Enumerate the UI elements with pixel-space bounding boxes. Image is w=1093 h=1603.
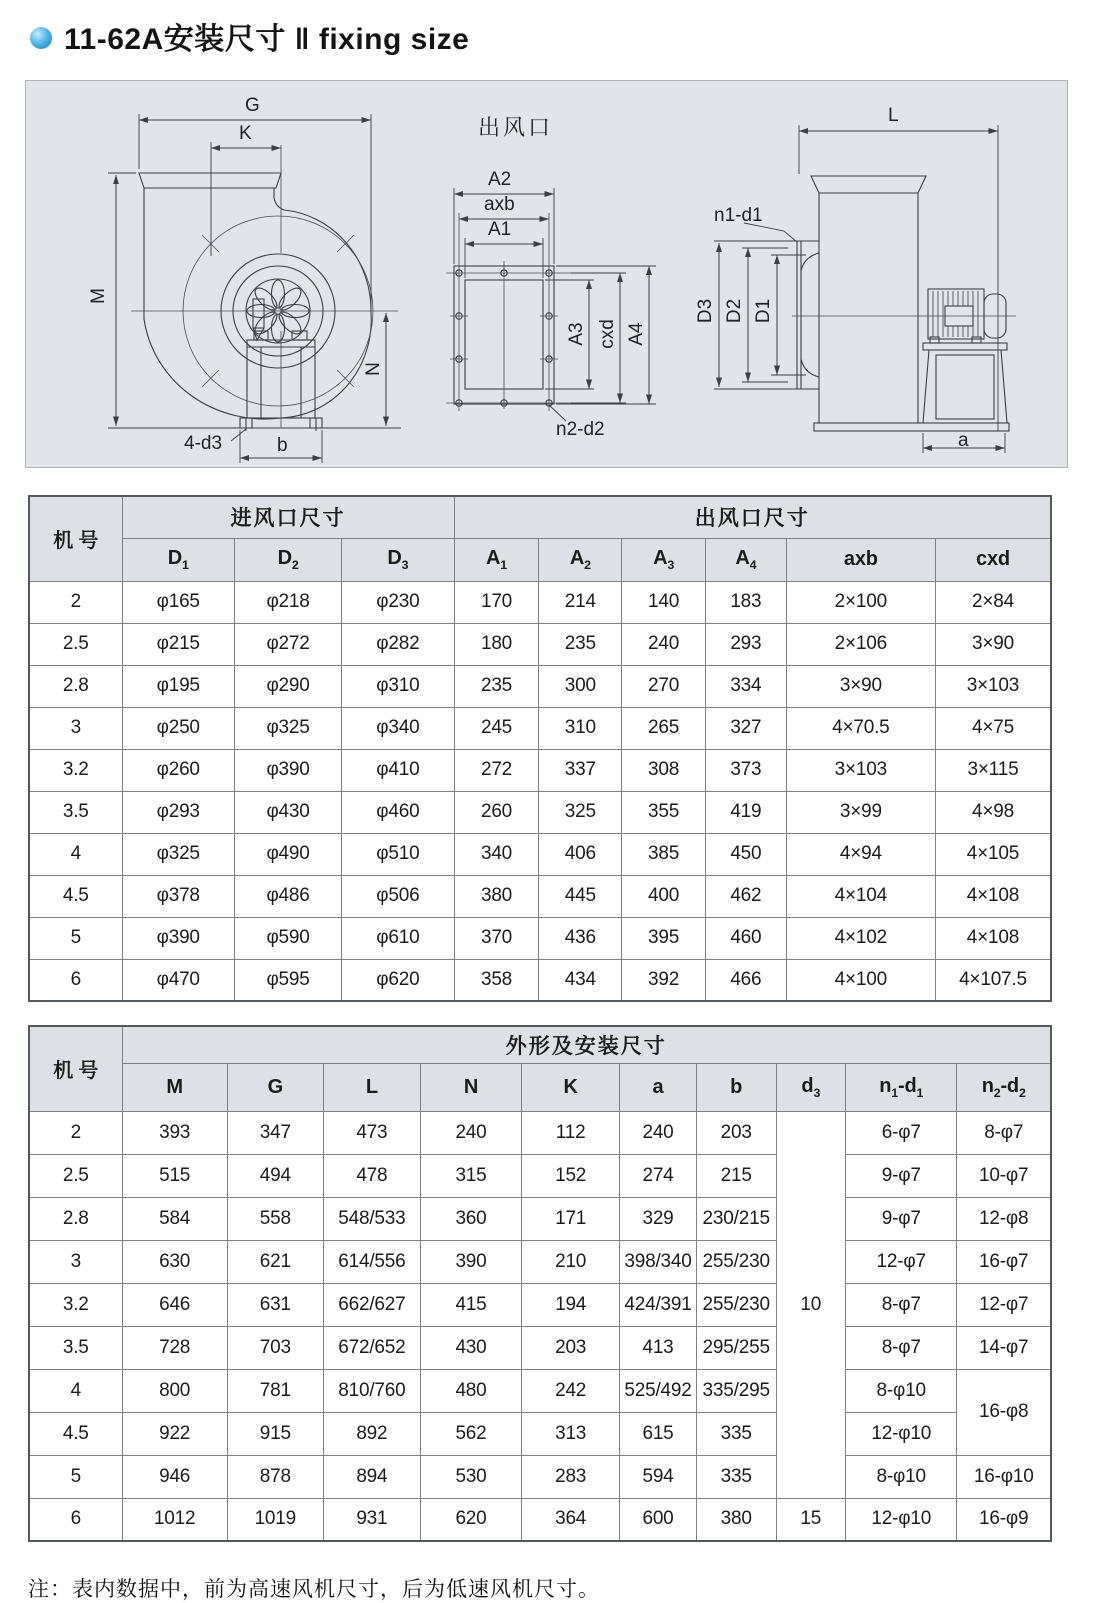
dim-label-N: N — [363, 362, 384, 376]
table-cell: 614/556 — [323, 1240, 420, 1283]
table-cell: 210 — [522, 1240, 620, 1283]
table-row — [29, 959, 1051, 1001]
table-cell: 594 — [620, 1455, 697, 1498]
page-title: 11-62A安装尺寸 ‖ fixing size — [64, 23, 470, 56]
table-cell: φ490 — [234, 833, 341, 875]
table-cell: 16-φ10 — [957, 1455, 1051, 1498]
table-cell: 3×99 — [786, 791, 935, 833]
dim-label-D2: D2 — [724, 298, 745, 324]
dim-label-G: G — [245, 95, 260, 116]
table-cell: 2 — [29, 1111, 122, 1154]
table-cell: 337 — [539, 749, 622, 791]
table-cell: 16-φ7 — [957, 1240, 1051, 1283]
table-cell: 358 — [454, 959, 539, 1001]
dim-label-b: b — [277, 435, 288, 456]
table-cell: 240 — [622, 623, 706, 665]
table-cell: φ620 — [342, 959, 454, 1001]
col-header-A3: $A_3$ — [622, 538, 706, 581]
table-cell: 170 — [454, 581, 539, 623]
table-cell: 2×84 — [935, 581, 1051, 623]
table-cell: 335 — [696, 1412, 776, 1455]
table-cell: 293 — [706, 623, 787, 665]
table-cell: 9-φ7 — [846, 1154, 957, 1197]
table-row — [29, 623, 1051, 665]
table-cell: 620 — [420, 1498, 521, 1541]
table-cell: 12-φ10 — [846, 1412, 957, 1455]
table-cell: 245 — [454, 707, 539, 749]
table-cell: 8-φ7 — [846, 1283, 957, 1326]
table-cell: 3.2 — [29, 1283, 122, 1326]
group-header-inlet: 进风口尺寸 — [122, 496, 454, 538]
col-header-D1: $D_1$ — [122, 538, 234, 581]
table-row — [29, 1240, 1051, 1283]
dim-label-4-d3: 4-d3 — [184, 433, 223, 454]
table-row — [29, 791, 1051, 833]
table-cell: φ230 — [342, 581, 454, 623]
table-cell: 325 — [539, 791, 622, 833]
table-cell: 6-φ7 — [846, 1111, 957, 1154]
installation-dimensions-table — [28, 1025, 1052, 1542]
table-cell: 260 — [454, 791, 539, 833]
table-row — [29, 1326, 1051, 1369]
table-cell: 922 — [122, 1412, 227, 1455]
table-cell: 4×105 — [935, 833, 1051, 875]
table-cell: 315 — [420, 1154, 521, 1197]
table-cell: φ260 — [122, 749, 234, 791]
table-row — [29, 917, 1051, 959]
table-cell: 265 — [622, 707, 706, 749]
table-cell: φ430 — [234, 791, 341, 833]
table-cell: 462 — [706, 875, 787, 917]
table-cell: 3.2 — [29, 749, 122, 791]
table-cell: 283 — [522, 1455, 620, 1498]
table-cell: 5 — [29, 917, 122, 959]
table-cell: 810/760 — [323, 1369, 420, 1412]
table-cell: 3×103 — [786, 749, 935, 791]
table-cell: 16-φ8 — [957, 1369, 1051, 1455]
table-cell: 781 — [227, 1369, 323, 1412]
table-cell: 240 — [420, 1111, 521, 1154]
table-cell: 445 — [539, 875, 622, 917]
table-cell: 398/340 — [620, 1240, 697, 1283]
table-row — [29, 1412, 1051, 1455]
table-cell: 703 — [227, 1326, 323, 1369]
table-cell: 370 — [454, 917, 539, 959]
table-cell: φ506 — [342, 875, 454, 917]
table-row — [29, 581, 1051, 623]
table-cell: 2×100 — [786, 581, 935, 623]
table-cell: 255/230 — [696, 1283, 776, 1326]
table-cell: 393 — [122, 1111, 227, 1154]
table-subheader-row — [29, 538, 1051, 581]
table-cell: φ390 — [234, 749, 341, 791]
dim-label-M: M — [88, 288, 109, 304]
table-cell: 615 — [620, 1412, 697, 1455]
table-cell: 3×103 — [935, 665, 1051, 707]
table-cell: φ310 — [342, 665, 454, 707]
table-cell: 3×90 — [935, 623, 1051, 665]
table-row — [29, 749, 1051, 791]
dim-label-a: a — [958, 430, 969, 451]
bullet-icon — [30, 27, 52, 49]
table-cell: 424/391 — [620, 1283, 697, 1326]
col-header-machine-no: 机 号 — [29, 496, 122, 581]
table-header-row — [29, 496, 1051, 538]
table-cell: 4×104 — [786, 875, 935, 917]
table-cell: 335/295 — [696, 1369, 776, 1412]
dim-label-A1: A1 — [488, 219, 512, 240]
table-cell: 152 — [522, 1154, 620, 1197]
table-cell: 8-φ7 — [846, 1326, 957, 1369]
table-cell: 562 — [420, 1412, 521, 1455]
table-cell: 2.5 — [29, 623, 122, 665]
col-header-A1: $A_1$ — [454, 538, 539, 581]
table-cell: 466 — [706, 959, 787, 1001]
table-cell: 2.5 — [29, 1154, 122, 1197]
dim-label-K: K — [239, 123, 252, 144]
table-row — [29, 1455, 1051, 1498]
table-cell: 272 — [454, 749, 539, 791]
table-cell: 380 — [696, 1498, 776, 1541]
table-subheader-row — [29, 1063, 1051, 1111]
table-cell: 4.5 — [29, 875, 122, 917]
table-cell: 450 — [706, 833, 787, 875]
table-cell: 295/255 — [696, 1326, 776, 1369]
table-cell: 12-φ8 — [957, 1197, 1051, 1240]
outlet-view-title: 出风口 — [478, 115, 554, 140]
col-header-b: b — [696, 1063, 776, 1111]
table-cell: 360 — [420, 1197, 521, 1240]
table-cell: 4×102 — [786, 917, 935, 959]
table-cell: 728 — [122, 1326, 227, 1369]
table-cell: 478 — [323, 1154, 420, 1197]
table-cell: 3 — [29, 1240, 122, 1283]
footnote-text: 注：表内数据中，前为高速风机尺寸，后为低速风机尺寸。 — [28, 1578, 600, 1601]
table-cell: φ250 — [122, 707, 234, 749]
table-cell: 3×115 — [935, 749, 1051, 791]
table-cell: 4×108 — [935, 917, 1051, 959]
table-cell: 3×90 — [786, 665, 935, 707]
table-cell: 373 — [706, 749, 787, 791]
dim-label-A4: A4 — [626, 322, 647, 346]
table-cell: 140 — [622, 581, 706, 623]
table-cell: 892 — [323, 1412, 420, 1455]
table-cell: 313 — [522, 1412, 620, 1455]
table-cell: 235 — [539, 623, 622, 665]
table-cell: 2 — [29, 581, 122, 623]
table-cell: φ378 — [122, 875, 234, 917]
table-cell: 380 — [454, 875, 539, 917]
table-cell: 240 — [620, 1111, 697, 1154]
dim-label-D3: D3 — [695, 298, 716, 324]
table-cell: 255/230 — [696, 1240, 776, 1283]
table-cell: 878 — [227, 1455, 323, 1498]
table-cell: 10-φ7 — [957, 1154, 1051, 1197]
table-cell: 630 — [122, 1240, 227, 1283]
table-row — [29, 1111, 1051, 1154]
table-cell: 180 — [454, 623, 539, 665]
table-cell: 3.5 — [29, 1326, 122, 1369]
table-cell: 340 — [454, 833, 539, 875]
table-cell: 274 — [620, 1154, 697, 1197]
table-cell: 672/652 — [323, 1326, 420, 1369]
col-header-A4: $A_4$ — [706, 538, 787, 581]
col-header-M: M — [122, 1063, 227, 1111]
table-cell: 334 — [706, 665, 787, 707]
table-cell: 215 — [696, 1154, 776, 1197]
col-header-n1-d1: $n_1-d_1$ — [846, 1063, 957, 1111]
table-cell: 4 — [29, 833, 122, 875]
table-cell: 2.8 — [29, 1197, 122, 1240]
table-cell: 3.5 — [29, 791, 122, 833]
table-cell: φ325 — [122, 833, 234, 875]
page-header — [30, 14, 469, 58]
table-cell: 2.8 — [29, 665, 122, 707]
table-cell: φ325 — [234, 707, 341, 749]
table-cell: 310 — [539, 707, 622, 749]
table-cell: 8-φ10 — [846, 1369, 957, 1412]
table-cell: φ486 — [234, 875, 341, 917]
col-header-a: a — [620, 1063, 697, 1111]
table-cell: 4×70.5 — [786, 707, 935, 749]
table-row — [29, 1154, 1051, 1197]
table-cell: 584 — [122, 1197, 227, 1240]
table-cell: 214 — [539, 581, 622, 623]
table-cell: 4×75 — [935, 707, 1051, 749]
dim-label-A2: A2 — [488, 169, 512, 190]
table-cell: φ590 — [234, 917, 341, 959]
table-cell: 308 — [622, 749, 706, 791]
table-cell: 8-φ10 — [846, 1455, 957, 1498]
col-header-axb: axb — [786, 538, 935, 581]
table-cell: φ610 — [342, 917, 454, 959]
table-cell: 270 — [622, 665, 706, 707]
col-header-K: K — [522, 1063, 620, 1111]
table-cell: 12-φ7 — [957, 1283, 1051, 1326]
table-cell: 329 — [620, 1197, 697, 1240]
table-cell: 242 — [522, 1369, 620, 1412]
table-cell: φ215 — [122, 623, 234, 665]
table-cell: 915 — [227, 1412, 323, 1455]
table-cell: 4 — [29, 1369, 122, 1412]
table-cell: 400 — [622, 875, 706, 917]
table-cell: 600 — [620, 1498, 697, 1541]
table-cell: 4×107.5 — [935, 959, 1051, 1001]
table-cell: 415 — [420, 1283, 521, 1326]
table-cell: 419 — [706, 791, 787, 833]
fan-scroll-view — [108, 114, 401, 463]
table-cell: 16-φ9 — [957, 1498, 1051, 1541]
table-cell: 430 — [420, 1326, 521, 1369]
outlet-flange-view — [446, 188, 656, 421]
dim-label-D1: D1 — [753, 298, 774, 324]
table-cell: 525/492 — [620, 1369, 697, 1412]
table-cell: φ390 — [122, 917, 234, 959]
table-cell: 335 — [696, 1455, 776, 1498]
table-cell: 530 — [420, 1455, 521, 1498]
table-cell: φ410 — [342, 749, 454, 791]
col-header-cxd: cxd — [935, 538, 1051, 581]
col-header-D3: $D_3$ — [342, 538, 454, 581]
table-cell: 460 — [706, 917, 787, 959]
table-cell: 473 — [323, 1111, 420, 1154]
col-header-d3: $d_3$ — [776, 1063, 845, 1111]
table-row — [29, 665, 1051, 707]
table-row — [29, 1369, 1051, 1412]
table-cell: 327 — [706, 707, 787, 749]
table-cell: 14-φ7 — [957, 1326, 1051, 1369]
drawing-panel — [25, 80, 1068, 468]
table-cell: 171 — [522, 1197, 620, 1240]
table-cell: 4×98 — [935, 791, 1051, 833]
table-cell: 662/627 — [323, 1283, 420, 1326]
table-cell: φ470 — [122, 959, 234, 1001]
table-cell: 203 — [696, 1111, 776, 1154]
table-cell: 515 — [122, 1154, 227, 1197]
table-cell: 385 — [622, 833, 706, 875]
table-cell: 5 — [29, 1455, 122, 1498]
table-cell: 9-φ7 — [846, 1197, 957, 1240]
col-header-G: G — [227, 1063, 323, 1111]
table-cell: 434 — [539, 959, 622, 1001]
table-cell: 946 — [122, 1455, 227, 1498]
table-cell: φ165 — [122, 581, 234, 623]
table-cell: φ510 — [342, 833, 454, 875]
dim-label-n2-d2: n2-d2 — [556, 419, 605, 440]
col-header-n2-d2: $n_2-d_2$ — [957, 1063, 1051, 1111]
table-cell: 646 — [122, 1283, 227, 1326]
dim-label-n1-d1: n1-d1 — [714, 205, 763, 226]
col-header-L: L — [323, 1063, 420, 1111]
table-cell: φ340 — [342, 707, 454, 749]
table-cell: 300 — [539, 665, 622, 707]
table-cell: φ595 — [234, 959, 341, 1001]
table-cell: 3 — [29, 707, 122, 749]
table-cell: 2×106 — [786, 623, 935, 665]
table-cell: 10 — [776, 1111, 845, 1498]
table-cell: φ290 — [234, 665, 341, 707]
table-cell: φ460 — [342, 791, 454, 833]
col-header-N: N — [420, 1063, 521, 1111]
table-cell: 413 — [620, 1326, 697, 1369]
table-cell: 364 — [522, 1498, 620, 1541]
table-cell: 621 — [227, 1240, 323, 1283]
table-row — [29, 1197, 1051, 1240]
dim-label-A3: A3 — [566, 322, 587, 346]
group-header-outlet: 出风口尺寸 — [454, 496, 1051, 538]
table-cell: 347 — [227, 1111, 323, 1154]
table-cell: 480 — [420, 1369, 521, 1412]
table-cell: φ293 — [122, 791, 234, 833]
motor-icon — [928, 289, 1006, 339]
table-cell: 4×108 — [935, 875, 1051, 917]
fan-motor-side-view — [714, 125, 1016, 453]
dim-label-L: L — [888, 105, 899, 126]
table-cell: 4.5 — [29, 1412, 122, 1455]
table-cell: 6 — [29, 959, 122, 1001]
col-header-A2: $A_2$ — [539, 538, 622, 581]
group-header-overall: 外形及安装尺寸 — [122, 1026, 1051, 1063]
table-cell: 548/533 — [323, 1197, 420, 1240]
table-cell: φ218 — [234, 581, 341, 623]
table-cell: 1019 — [227, 1498, 323, 1541]
table-cell: 631 — [227, 1283, 323, 1326]
table-cell: 355 — [622, 791, 706, 833]
dim-label-cxd: cxd — [597, 319, 618, 349]
table-cell: 183 — [706, 581, 787, 623]
table-cell: 15 — [776, 1498, 845, 1541]
table-row — [29, 875, 1051, 917]
table-header-row — [29, 1026, 1051, 1063]
table-cell: 112 — [522, 1111, 620, 1154]
table-cell: 558 — [227, 1197, 323, 1240]
table-cell: 392 — [622, 959, 706, 1001]
table-cell: φ195 — [122, 665, 234, 707]
table-cell: 203 — [522, 1326, 620, 1369]
col-header-machine-no: 机 号 — [29, 1026, 122, 1111]
table-cell: 8-φ7 — [957, 1111, 1051, 1154]
table-cell: 406 — [539, 833, 622, 875]
table-cell: 800 — [122, 1369, 227, 1412]
table-cell: 894 — [323, 1455, 420, 1498]
table-row — [29, 1498, 1051, 1541]
table-cell: φ282 — [342, 623, 454, 665]
table-cell: 390 — [420, 1240, 521, 1283]
table-cell: 4×94 — [786, 833, 935, 875]
dim-label-axb: axb — [484, 194, 515, 215]
table-cell: 12-φ7 — [846, 1240, 957, 1283]
table-cell: 4×100 — [786, 959, 935, 1001]
table-cell: 194 — [522, 1283, 620, 1326]
table-row — [29, 833, 1051, 875]
table-cell: 436 — [539, 917, 622, 959]
inlet-outlet-dimensions-table — [28, 495, 1052, 1002]
table-cell: 235 — [454, 665, 539, 707]
col-header-D2: $D_2$ — [234, 538, 341, 581]
table-cell: φ272 — [234, 623, 341, 665]
table-cell: 1012 — [122, 1498, 227, 1541]
table-cell: 12-φ10 — [846, 1498, 957, 1541]
table-cell: 494 — [227, 1154, 323, 1197]
table-cell: 6 — [29, 1498, 122, 1541]
table-row — [29, 1283, 1051, 1326]
table-cell: 230/215 — [696, 1197, 776, 1240]
table-row — [29, 707, 1051, 749]
table-cell: 395 — [622, 917, 706, 959]
table-cell: 931 — [323, 1498, 420, 1541]
